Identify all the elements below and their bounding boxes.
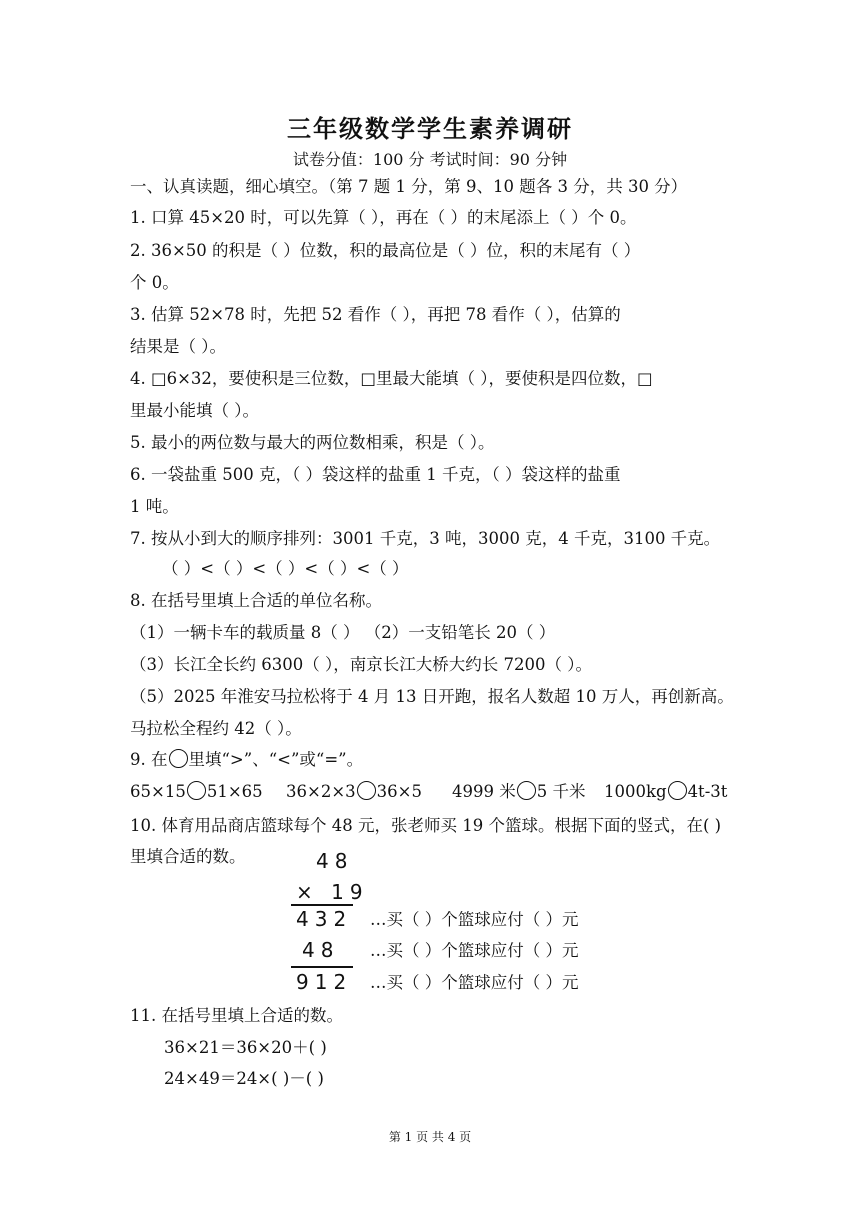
question-4-line1: 4. □6×32，要使积是三位数，□里最大能填（ ），要使积是四位数，□ bbox=[130, 369, 653, 388]
question-10-line1: 10. 体育用品商店篮球每个 48 元，张老师买 19 个篮球。根据下面的竖式，在( ) bbox=[130, 816, 722, 835]
question-6-line1: 6. 一袋盐重 500 克，（ ）袋这样的盐重 1 千克，（ ）袋这样的盐重 bbox=[130, 465, 621, 484]
vertical-note-1: …买（ ）个篮球应付（ ）元 bbox=[370, 910, 579, 929]
page-number: 第 1 页 共 4 页 bbox=[388, 1130, 472, 1144]
question-1: 1. 口算 45×20 时，可以先算（ ），再在（ ）的末尾添上（ ）个 0。 bbox=[130, 208, 637, 227]
question-4-line2: 里最小能填（ ）。 bbox=[130, 401, 259, 420]
section-heading: 一、认真读题，细心填空。（第 7 题 1 分，第 9、10 题各 3 分，共 30 分） bbox=[130, 177, 688, 196]
vertical-note-3: …买（ ）个篮球应付（ ）元 bbox=[370, 973, 579, 992]
rule-line bbox=[291, 966, 353, 968]
question-10-line2: 里填合适的数。 bbox=[130, 847, 246, 866]
question-5: 5. 最小的两位数与最大的两位数相乘，积是（ ）。 bbox=[130, 433, 495, 452]
compare-item: 4999 米 5 千米 bbox=[452, 782, 586, 801]
question-11-line2: 36×21＝36×20＋( ) bbox=[164, 1038, 327, 1057]
compare-circle-icon bbox=[169, 749, 188, 768]
question-3-line2: 结果是（ ）。 bbox=[130, 337, 226, 356]
compare-circle-icon[interactable] bbox=[187, 781, 206, 800]
compare-item: 36×2×3 36×5 bbox=[286, 782, 422, 801]
compare-item: 65×15 51×65 bbox=[130, 782, 263, 801]
question-11-line3: 24×49＝24×( )－( ) bbox=[164, 1069, 324, 1088]
question-8-line4: （5）2025 年淮安马拉松将于 4 月 13 日开跑，报名人数超 10 万人，再创新高。 bbox=[130, 687, 734, 706]
multiplicand: 48 bbox=[316, 849, 354, 873]
compare-circle-icon[interactable] bbox=[517, 781, 536, 800]
compare-circle-icon[interactable] bbox=[668, 781, 687, 800]
question-8-line3: （3）长江全长约 6300（ ），南京长江大桥大约长 7200（ ）。 bbox=[130, 655, 592, 674]
final-product: 912 bbox=[296, 970, 353, 994]
compare-circle-icon[interactable] bbox=[357, 781, 376, 800]
question-3-line1: 3. 估算 52×78 时，先把 52 看作（ ），再把 78 看作（ ），估算的 bbox=[130, 305, 621, 324]
question-2-line2: 个 0。 bbox=[130, 273, 179, 292]
page-title: 三年级数学学生素养调研 bbox=[287, 115, 573, 143]
question-9-instruction: 9. 在 里填“>”、“<”或“=”。 bbox=[130, 750, 364, 769]
compare-item: 1000kg 4t-3t bbox=[604, 782, 728, 801]
question-8-line1: 8. 在括号里填上合适的单位名称。 bbox=[130, 591, 382, 610]
question-8-line5: 马拉松全程约 42（ ）。 bbox=[130, 719, 302, 738]
question-11-line1: 11. 在括号里填上合适的数。 bbox=[130, 1006, 343, 1025]
question-6-line2: 1 吨。 bbox=[130, 497, 179, 516]
rule-line bbox=[291, 904, 353, 906]
vertical-note-2: …买（ ）个篮球应付（ ）元 bbox=[370, 941, 579, 960]
question-7-line1: 7. 按从小到大的顺序排列：3001 千克，3 吨，3000 克，4 千克，3100 千克。 bbox=[130, 529, 721, 548]
multiplier: × 19 bbox=[296, 880, 369, 904]
partial-product-2: 48 bbox=[302, 938, 340, 962]
question-7-order-blanks: （ ）<（ ）<（ ）<（ ）<（ ） bbox=[162, 559, 409, 578]
partial-product-1: 432 bbox=[296, 907, 353, 931]
question-8-line2: （1）一辆卡车的载质量 8（ ） （2）一支铅笔长 20（ ） bbox=[130, 623, 556, 642]
question-2-line1: 2. 36×50 的积是（ ）位数，积的最高位是（ ）位，积的末尾有（ ） bbox=[130, 241, 641, 260]
exam-info: 试卷分值：100 分 考试时间：90 分钟 bbox=[292, 150, 568, 169]
